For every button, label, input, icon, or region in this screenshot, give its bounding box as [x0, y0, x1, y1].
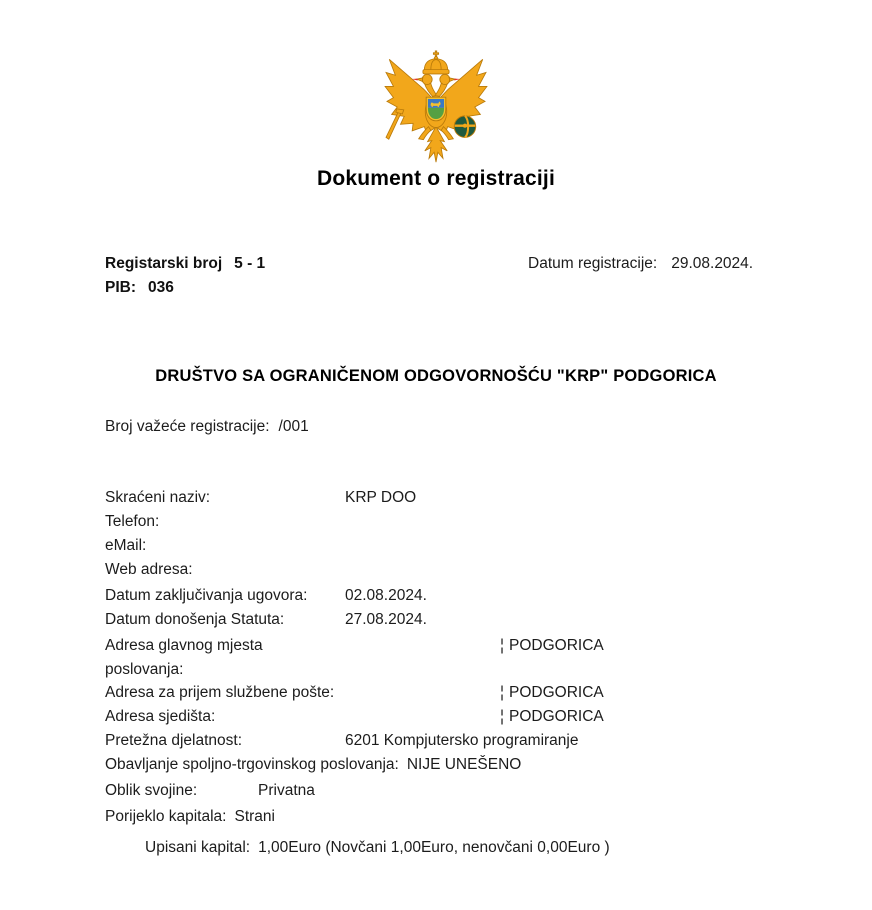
valid-registration-value: /001 — [278, 418, 309, 435]
field-row-web-adresa — [105, 558, 765, 582]
field-row-telefon — [105, 510, 765, 534]
field-row-pretezna-djelatnost — [105, 729, 765, 753]
redacted-address-fragment: ¦ — [500, 708, 505, 726]
field-value-text: PODGORICA — [509, 637, 604, 654]
field-row-datum-statuta — [105, 608, 765, 632]
registration-number-value: 5 - 1 — [234, 255, 266, 272]
field-value-text: PODGORICA — [509, 684, 604, 702]
field-label: Datum zaključivanja ugovora: — [105, 587, 308, 604]
registration-date-label: Datum registracije: — [528, 255, 658, 272]
field-value-text: PODGORICA — [509, 708, 604, 726]
field-value: Strani — [234, 808, 275, 826]
field-label: Adresa sjedišta: — [105, 708, 216, 726]
field-label: eMail: — [105, 537, 147, 554]
field-value — [500, 681, 604, 705]
field-row-adresa-poste — [105, 681, 765, 705]
field-row-adresa-glavnog-mjesta — [105, 634, 765, 681]
pib-value: 036 — [148, 279, 174, 296]
field-label: Pretežna djelatnost: — [105, 732, 243, 750]
pib-row — [105, 276, 872, 300]
field-label: Porijeklo kapitala: — [105, 808, 227, 826]
field-value: 6201 Kompjutersko programiranje — [345, 732, 579, 750]
identifier-left — [105, 252, 872, 300]
field-label: Upisani kapital: — [145, 839, 251, 857]
company-name: DRUŠTVO SA OGRANIČENOM ODGOVORNOŠĆU "KRP" PODGORICA — [155, 367, 717, 385]
registration-number-label: Registarski broj — [105, 255, 223, 272]
field-label: Datum donošenja Statuta: — [105, 611, 285, 628]
montenegro-coat-of-arms-icon — [384, 50, 488, 164]
field-row-upisani-kapital — [145, 836, 765, 860]
field-value: KRP DOO — [345, 489, 417, 506]
identifier-block — [105, 252, 872, 300]
field-row-spoljno-trgovinsko — [105, 753, 765, 777]
document-title: Dokument o registraciji — [317, 167, 555, 190]
registration-date-row — [528, 252, 753, 276]
field-label: Oblik svojine: — [105, 782, 198, 800]
valid-registration-row — [105, 415, 872, 439]
redacted-address-fragment: ¦ — [500, 684, 505, 702]
pib-label: PIB: — [105, 279, 136, 296]
field-value: 27.08.2024. — [345, 611, 427, 628]
registration-date-value: 29.08.2024. — [671, 255, 754, 272]
field-label: Adresa za prijem službene pošte: — [105, 684, 335, 702]
field-row-datum-ugovora — [105, 584, 765, 608]
field-value: 02.08.2024. — [345, 587, 427, 604]
field-label: Adresa glavnog mjesta poslovanja: — [105, 637, 263, 678]
field-label: Obavljanje spoljno-trgovinskog poslovanja: — [105, 756, 399, 774]
field-row-adresa-sjedista — [105, 705, 765, 729]
field-list — [105, 486, 765, 860]
field-value — [500, 705, 604, 729]
field-value: 1,00Euro (Novčani 1,00Euro, nenovčani 0,00Euro ) — [258, 839, 610, 857]
field-row-porijeklo-kapitala — [105, 805, 765, 829]
field-row-skraceni-naziv — [105, 486, 765, 510]
field-row-email — [105, 534, 765, 558]
field-value: Privatna — [258, 782, 315, 800]
redacted-address-fragment: ¦ — [500, 637, 505, 654]
field-row-oblik-svojine — [105, 779, 765, 803]
field-label: Web adresa: — [105, 561, 193, 578]
field-value — [500, 634, 604, 658]
valid-registration-label: Broj važeće registracije: — [105, 418, 270, 435]
field-value: NIJE UNEŠENO — [406, 756, 522, 774]
field-label: Skraćeni naziv: — [105, 489, 211, 506]
field-label: Telefon: — [105, 513, 160, 530]
registration-number-row — [105, 252, 872, 276]
